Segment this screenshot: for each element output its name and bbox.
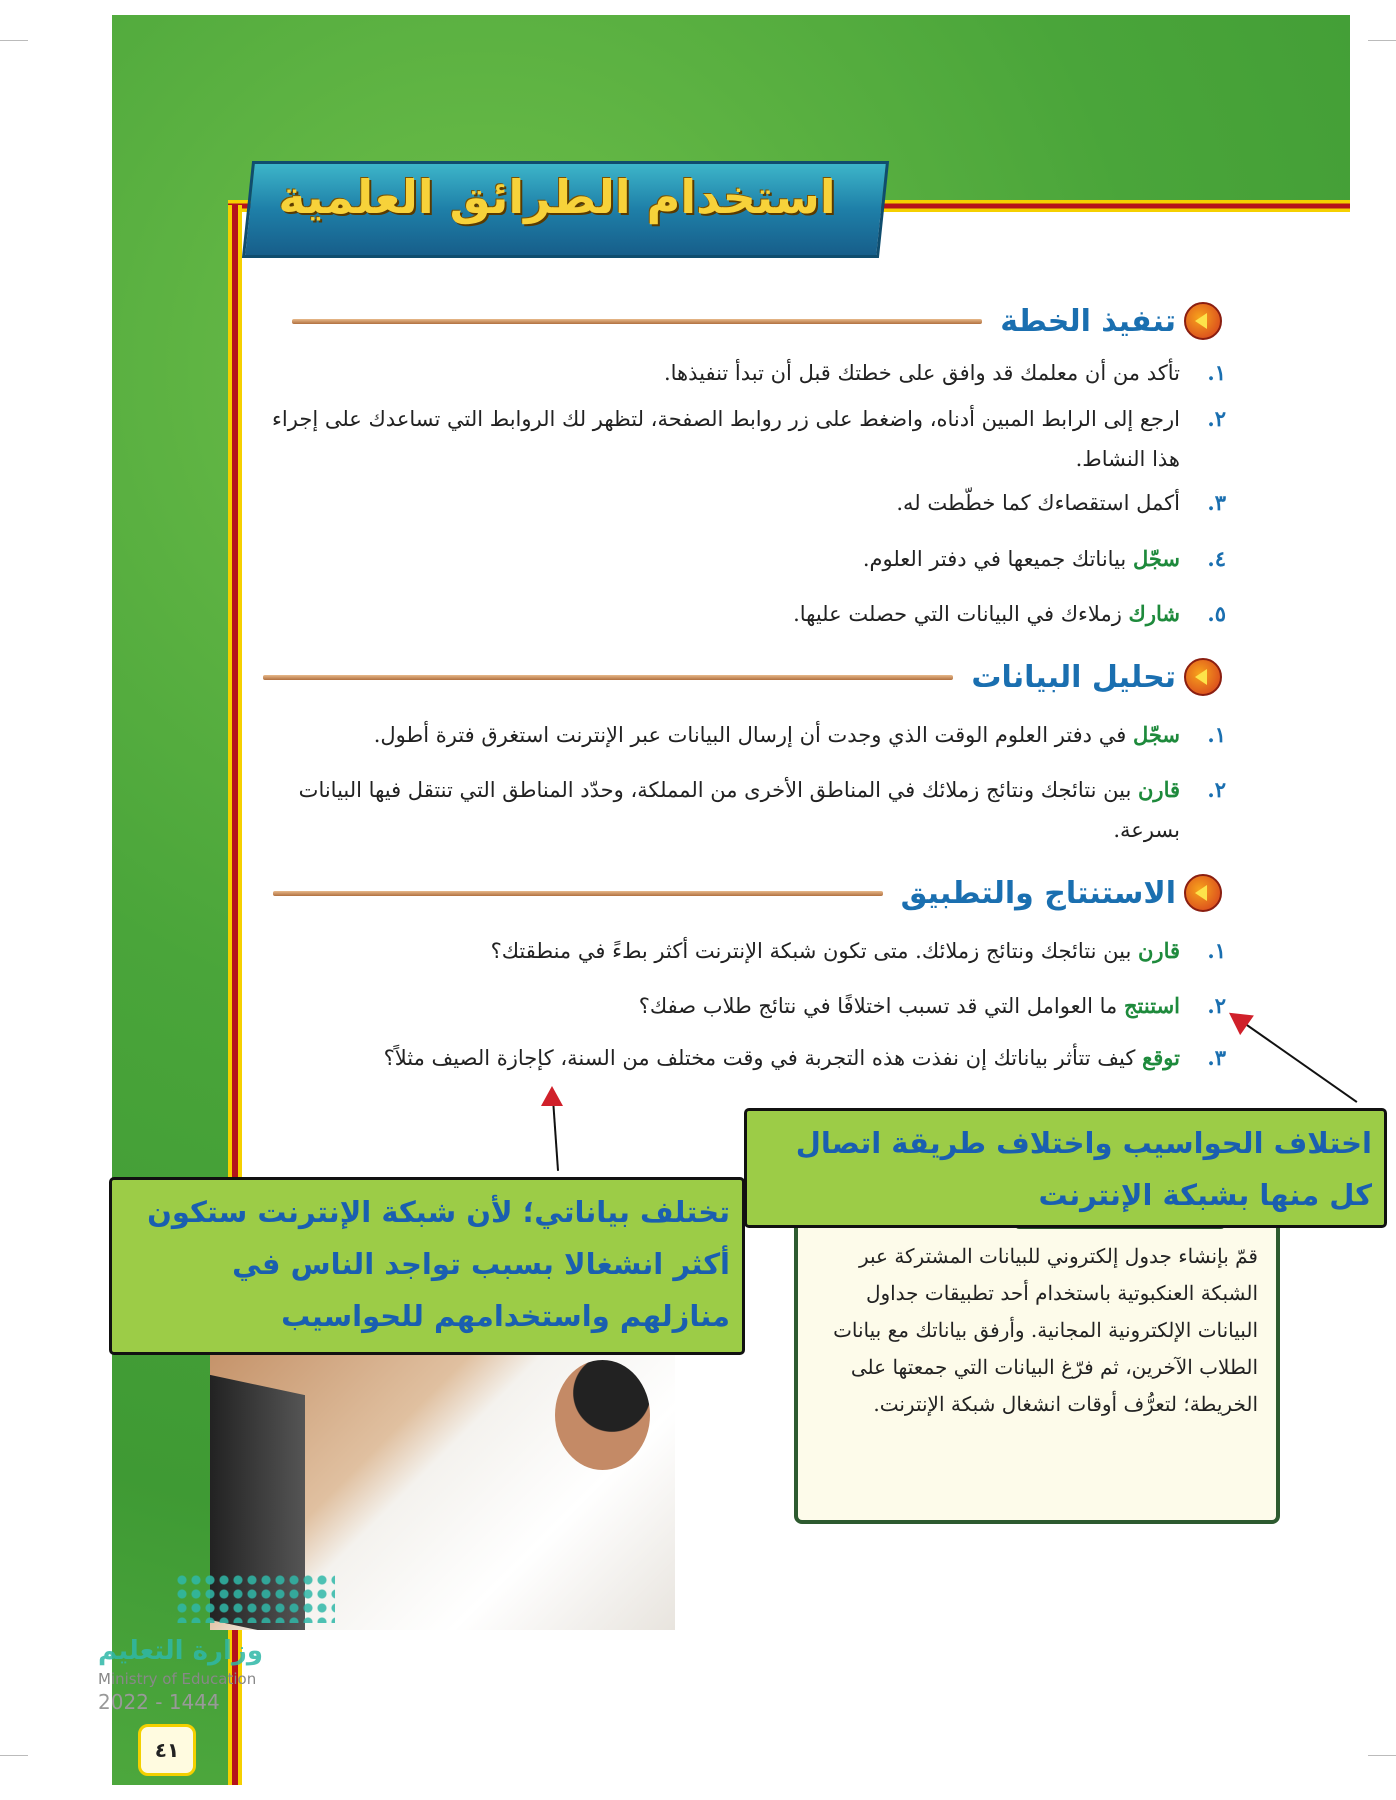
page-number: ٤١ (138, 1724, 196, 1776)
list-item (896, 483, 1226, 523)
ministry-logo-arabic: وزارة التعليم (98, 1636, 263, 1666)
heading-rule (273, 891, 883, 896)
item-number: ١. (1207, 360, 1226, 385)
item-text: ما العوامل التي قد تسبب اختلافًا في نتائج طلاب صفك؟ (638, 994, 1118, 1018)
answer-text: تختلف بياناتي؛ لأن شبكة الإنترنت ستكون أكثر انشغالا بسبب تواجد الناس في منازلهم واستخدامهم للحواسيب (147, 1195, 730, 1333)
item-keyword: سجّل (1132, 722, 1180, 747)
list-item (639, 986, 1226, 1026)
item-number: ٤. (1207, 546, 1226, 571)
arrow-bullet-icon (1184, 302, 1222, 340)
list-item (374, 715, 1226, 755)
list-item (491, 931, 1226, 971)
section-heading-analyze-data (263, 658, 1222, 696)
student-head-shape (555, 1360, 650, 1470)
item-number: ٢. (1207, 777, 1226, 802)
list-item (664, 353, 1226, 393)
arrow-bullet-icon (1184, 658, 1222, 696)
arrow-bullet-icon (1184, 874, 1222, 912)
heading-text: تحليل البيانات (971, 659, 1176, 695)
item-number: ٢. (1207, 406, 1226, 431)
item-text: تأكد من أن معلمك قد وافق على خطتك قبل أن تبدأ تنفيذها. (663, 361, 1180, 385)
item-number: ٢. (1207, 993, 1226, 1018)
item-keyword: سجّل (1132, 546, 1180, 571)
item-text: زملاءك في البيانات التي حصلت عليها. (793, 602, 1122, 626)
item-number: ١. (1207, 722, 1226, 747)
crop-mark (0, 1755, 28, 1756)
item-number: ٥. (1207, 601, 1226, 626)
heading-rule (263, 675, 953, 680)
page-title: استخدام الطرائق العلمية (278, 170, 836, 224)
item-keyword: قارن (1138, 777, 1180, 802)
item-number: ٣. (1207, 1045, 1226, 1070)
item-text: بين نتائجك ونتائج زملائك في المناطق الأخرى من المملكة، وحدّد المناطق التي تنتقل فيها البيانات بسرعة. (298, 778, 1180, 842)
extension-text: قمّ بإنشاء جدول إلكتروني للبيانات المشتركة عبر الشبكة العنكبوتية باستخدام أحد تطبيقات جداول البيانات الإلكترونية المجانية. وأرفق بياناتك مع بيانات الطلاب الآخرين، ثم فرّغ البيانات التي جمعتها على الخريطة؛ لتعرُّف أوقات انشغال شبكة الإنترنت. (833, 1244, 1258, 1416)
item-text: بين نتائجك ونتائج زملائك. متى تكون شبكة الإنترنت أكثر بطءً في منطقتك؟ (490, 939, 1132, 963)
item-text: كيف تتأثر بياناتك إن نفذت هذه التجربة في وقت مختلف من السنة، كإجازة الصيف مثلاً؟ (383, 1046, 1136, 1070)
crop-mark (1368, 40, 1396, 41)
item-keyword: توقع (1142, 1045, 1180, 1070)
item-text: أكمل استقصاءك كما خطّطت له. (896, 491, 1180, 515)
item-text: ارجع إلى الرابط المبين أدناه، واضغط على زر روابط الصفحة، لتظهر لك الروابط التي تساعدك على إجراء هذا النشاط. (272, 407, 1180, 471)
ministry-logo-english: Ministry of Education (98, 1670, 257, 1688)
list-item (863, 539, 1226, 579)
extension-activity-box (794, 1194, 1280, 1524)
item-keyword: قارن (1138, 938, 1180, 963)
answer-text: اختلاف الحواسيب واختلاف طريقة اتصال كل منها بشبكة الإنترنت (795, 1126, 1372, 1212)
crop-mark (0, 40, 28, 41)
item-text: بياناتك جميعها في دفتر العلوم. (862, 547, 1127, 571)
heading-text: الاستنتاج والتطبيق (900, 875, 1176, 911)
item-number: ١. (1207, 938, 1226, 963)
heading-rule (292, 319, 982, 324)
ministry-logo-mark (175, 1573, 335, 1623)
arrowhead-icon (541, 1086, 563, 1106)
list-item (240, 770, 1226, 850)
item-text: في دفتر العلوم الوقت الذي وجدت أن إرسال البيانات عبر الإنترنت استغرق فترة أطول. (373, 723, 1127, 747)
list-item (384, 1038, 1226, 1078)
answer-callout-q3 (109, 1177, 745, 1355)
item-keyword: استنتج (1124, 993, 1180, 1018)
item-keyword: شارك (1128, 601, 1180, 626)
item-number: ٣. (1207, 490, 1226, 515)
heading-text: تنفيذ الخطة (1000, 303, 1176, 339)
list-item (240, 399, 1226, 479)
answer-callout-q2 (744, 1108, 1387, 1228)
section-heading-conclude-apply (273, 874, 1222, 912)
edition-year: 2022 - 1444 (98, 1690, 220, 1714)
section-heading-execute-plan (292, 302, 1222, 340)
list-item (793, 594, 1226, 634)
crop-mark (1368, 1755, 1396, 1756)
